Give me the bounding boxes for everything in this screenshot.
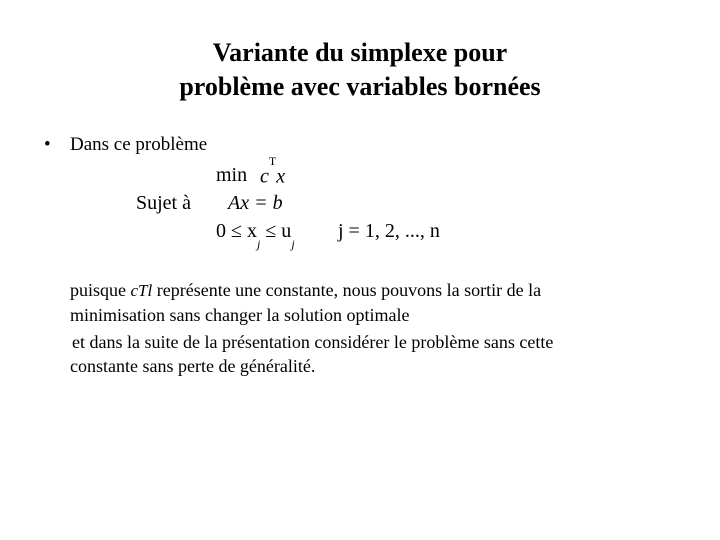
paragraph-1-line-2: minimisation sans changer la solution optimale <box>70 305 410 325</box>
bullet-text: Dans ce problème <box>70 134 208 155</box>
bound-sub-1: j <box>256 237 261 251</box>
paragraph-2-line-2: constante sans perte de généralité. <box>70 356 316 376</box>
paragraph-2 <box>70 330 670 378</box>
paragraph-1-line-1 <box>70 278 670 303</box>
bound-sub-2: j <box>291 237 295 251</box>
bound-mid: ≤ u <box>260 220 292 242</box>
formula-block <box>130 154 450 251</box>
bound <box>216 220 295 251</box>
paragraph-1 <box>70 278 670 327</box>
paragraph-2-line-1: et dans la suite de la présentation considérer le problème sans cette <box>72 332 554 352</box>
bullet-item <box>44 134 207 156</box>
p1-term: cTl <box>130 281 153 300</box>
objective-sup: T <box>268 154 277 168</box>
constraint: Ax = b <box>228 192 283 214</box>
objective-c: c <box>260 165 269 188</box>
bullet-dot-icon: • <box>44 134 51 155</box>
p1-rest: représente une constante, nous pouvons la sortir de la <box>152 280 542 300</box>
min-label: min <box>216 164 248 186</box>
p1-prefix: puisque <box>70 280 131 300</box>
index-range: j = 1, 2, ..., n <box>338 220 440 242</box>
title-line-2: problème avec variables bornées <box>179 72 541 101</box>
subject-label: Sujet à <box>136 192 191 214</box>
objective <box>260 154 286 189</box>
title-line-1: Variante du simplexe pour <box>212 38 508 67</box>
objective-x: x <box>276 165 286 188</box>
slide-title <box>0 36 720 104</box>
bound-left: 0 ≤ x <box>216 220 257 242</box>
